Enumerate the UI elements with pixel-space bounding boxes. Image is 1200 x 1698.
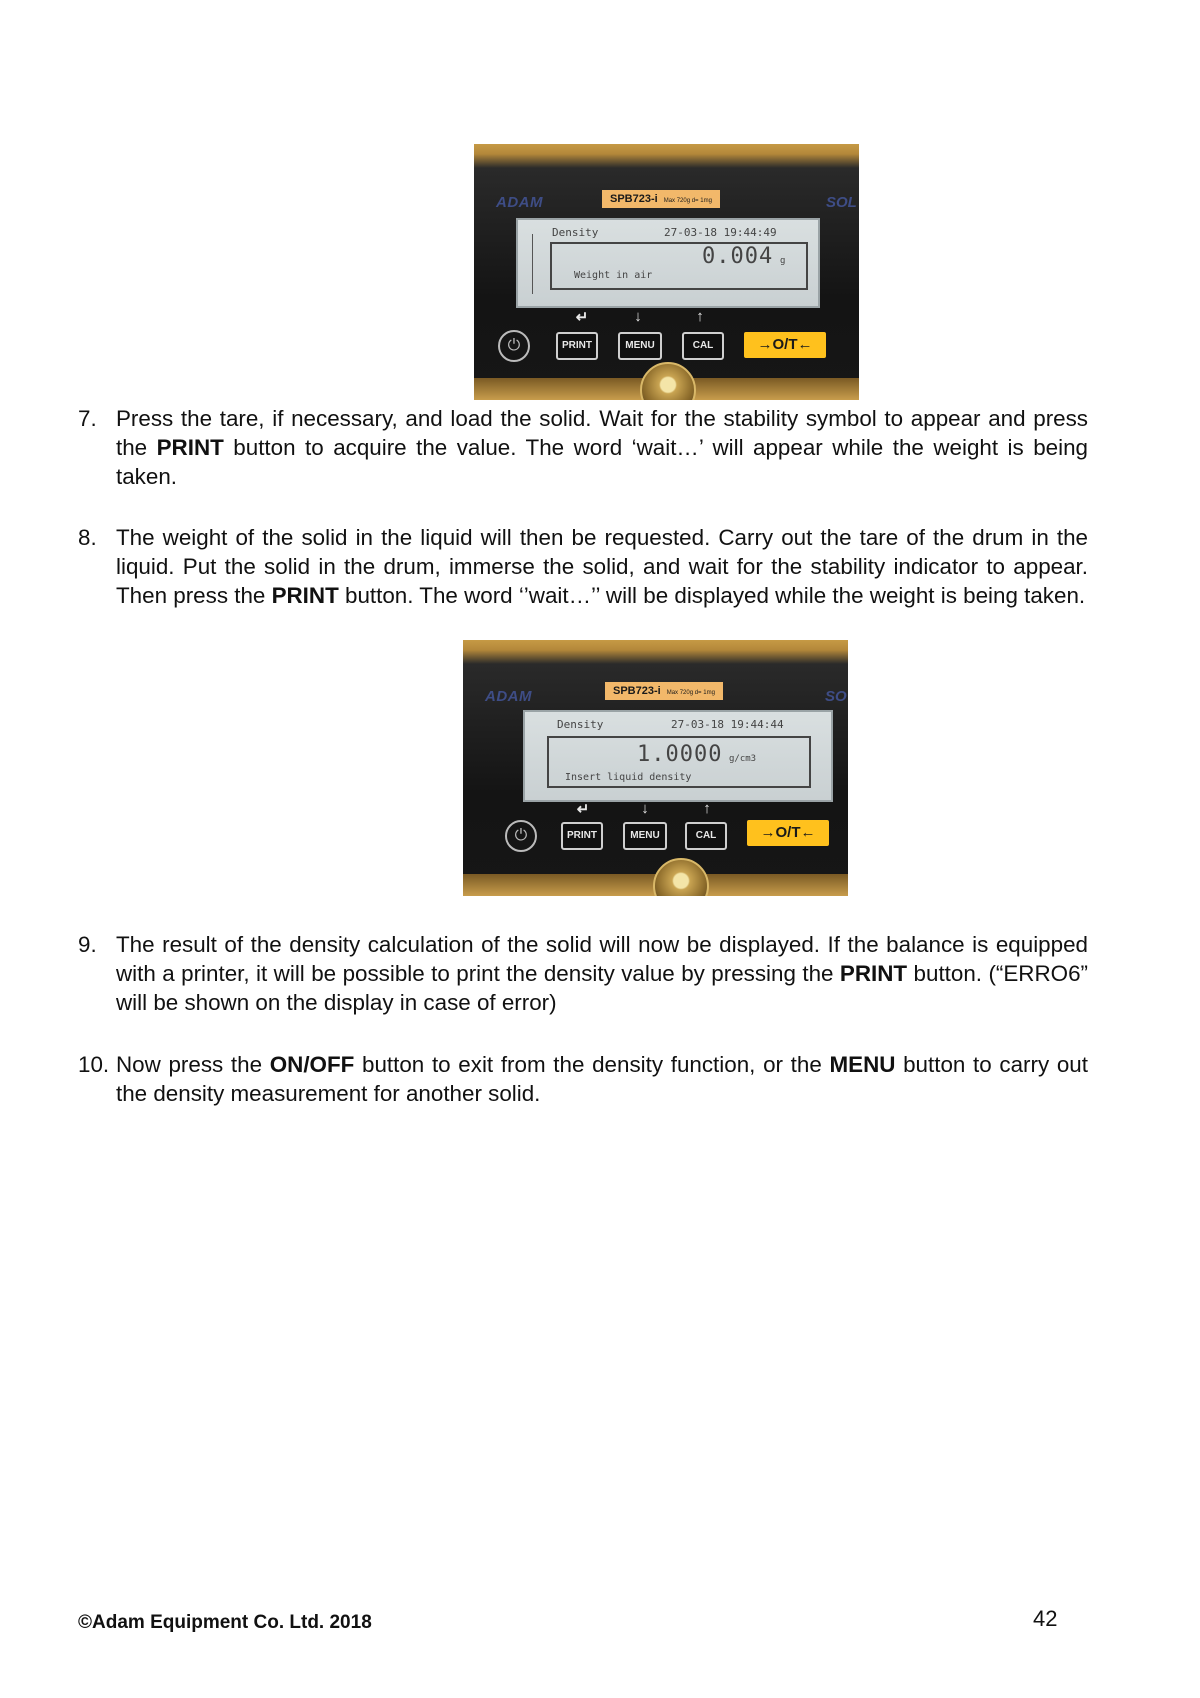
lcd-display [523, 710, 833, 802]
page-number: 42 [1033, 1606, 1058, 1631]
lcd-mode: Density [557, 718, 604, 731]
lcd-unit: g [780, 256, 786, 266]
step-number: 8. [78, 525, 97, 550]
step-number: 9. [78, 932, 97, 957]
lcd-unit: g/cm3 [729, 754, 757, 764]
lcd-value: 0.004 [702, 244, 774, 269]
model-label: SPB723-i Max 720g d= 1mg [602, 190, 720, 208]
down-arrow-icon: ↓ [634, 308, 642, 325]
power-button[interactable] [505, 820, 537, 852]
print-button[interactable]: PRINT [561, 822, 603, 850]
lcd-datetime: 27-03-18 19:44:49 [664, 226, 777, 239]
up-arrow-icon: ↑ [696, 308, 704, 325]
menu-button[interactable]: MENU [618, 332, 662, 360]
enter-arrow-icon: ↵ [576, 801, 590, 818]
menu-button[interactable]: MENU [623, 822, 667, 850]
knob-icon [640, 362, 696, 400]
step-10 [78, 1050, 1088, 1108]
enter-arrow-icon: ↵ [575, 309, 589, 326]
down-arrow-icon: ↓ [641, 800, 649, 817]
brand-logo-right: SOL [826, 194, 857, 211]
brand-logo: ADAM [485, 688, 532, 705]
step-text: The weight of the solid in the liquid will then be requested. Carry out the tare of the drum in the liquid. Put the solid in the drum, immerse the solid, and wait for the stability indicator to appear. Then press the PRINT button. The word ‘’wait…’’ will be displayed while the weight is being taken. [116, 525, 1088, 608]
lcd-message: Weight in air [574, 270, 653, 281]
step-8 [78, 523, 1088, 610]
lcd-datetime: 27-03-18 19:44:44 [671, 718, 784, 731]
up-arrow-icon: ↑ [703, 800, 711, 817]
print-button[interactable]: PRINT [556, 332, 598, 360]
lcd-display [516, 218, 820, 308]
balance-photo-weight-in-air [474, 144, 859, 400]
step-7 [78, 404, 1088, 491]
lcd-message: Insert liquid density [565, 772, 692, 783]
tare-button[interactable]: →O/T← [744, 332, 826, 358]
step-text: The result of the density calculation of the solid will now be displayed. If the balance is equipped with a printer, it will be possible to print the density value by pressing the PRINT button. (“ERRO6” will be shown on the display in case of error) [116, 932, 1088, 1015]
power-icon: ⏻ [507, 337, 521, 354]
cal-button[interactable]: CAL [685, 822, 727, 850]
step-9 [78, 930, 1088, 1017]
step-number: 7. [78, 406, 97, 431]
brand-logo: ADAM [496, 194, 543, 211]
footer-copyright: ©Adam Equipment Co. Ltd. 2018 [78, 1612, 372, 1633]
lcd-mode: Density [552, 226, 599, 239]
power-button[interactable] [498, 330, 530, 362]
tare-button[interactable]: →O/T← [747, 820, 829, 846]
step-text: Now press the ON/OFF button to exit from the density function, or the MENU button to carry out the density measurement for another solid. [116, 1052, 1088, 1106]
knob-icon [653, 858, 709, 896]
cal-button[interactable]: CAL [682, 332, 724, 360]
brand-logo-right: SO [825, 688, 847, 705]
step-text: Press the tare, if necessary, and load the solid. Wait for the stability symbol to appear and press the PRINT button to acquire the value. The word ‘wait…’ will appear while the weight is being taken. [116, 406, 1088, 489]
model-label: SPB723-i Max 720g d= 1mg [605, 682, 723, 700]
capacity-bar [532, 234, 533, 294]
power-icon: ⏻ [514, 827, 528, 844]
step-number: 10. [78, 1052, 110, 1077]
balance-photo-liquid-density [463, 640, 848, 896]
lcd-value: 1.0000 [637, 742, 723, 767]
